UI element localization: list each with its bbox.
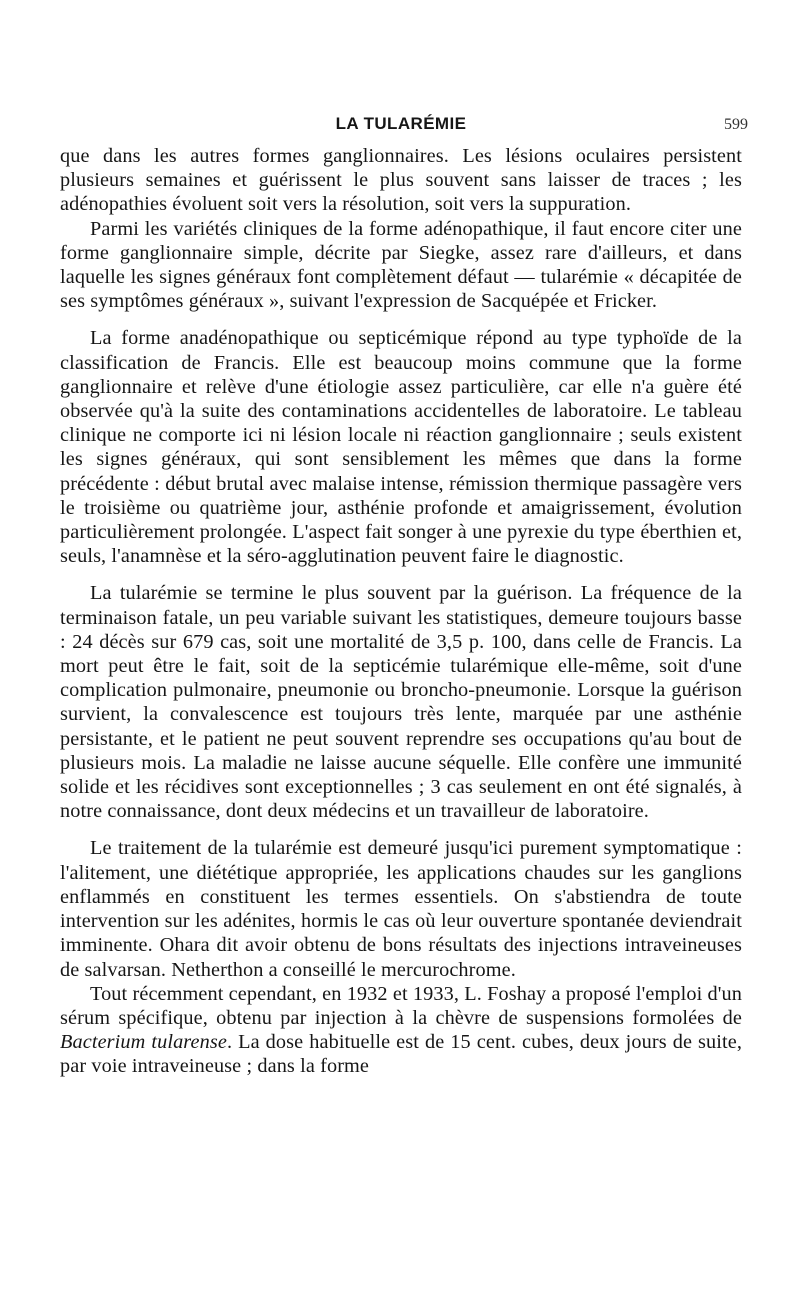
bacterium-name: Bacterium tularense (60, 1031, 227, 1054)
paragraph-septicemic-form: La forme anadénopathique ou septicémique répond au type typhoïde de la classification de Francis. Elle est beaucoup moins commune que la forme ganglionnaire et relève d'une étiologie assez particulière, car elle n'a guère été observée qu'à la suite des contaminations accidentelles de laboratoire. Le tableau clinique ne comporte ici ni lésion locale ni réaction ganglionnaire ; seuls existent les signes généraux, qui sont sensiblement les mêmes que dans la forme précédente : début brutal avec malaise intense, rémission thermique passagère vers le troisième ou quatrième jour, asthénie profonde et amaigrissement, évolution particulièrement prolongée. L'aspect fait songer à une pyrexie du type éberthien et, seuls, l'anamnèse et la séro-agglutination peuvent faire le diagnostic. (60, 327, 742, 568)
running-header (60, 108, 748, 144)
paragraph-serum-therapy (60, 982, 742, 1079)
paragraph-adenopathic-variants: Parmi les variétés cliniques de la forme adénopathique, il faut encore citer une forme ganglionnaire simple, décrite par Siegke, assez rare d'ailleurs, et dans laquelle les signes généraux font complètement défaut — tularémie « décapitée de ses symptômes généraux », suivant l'expression de Sacquépée et Fricker. (60, 217, 742, 313)
paragraph-ocular-lesions: que dans les autres formes ganglionnaires. Les lésions oculaires persistent plusieurs semaines et guérissent le plus souvent sans laisser de traces ; les adénopathies évoluent soit vers la résolution, soit vers la suppuration. (60, 145, 742, 216)
book-page (60, 108, 748, 1079)
serum-text-after: . La dose habituelle est de 15 cent. cubes, deux jours de suite, par voie intraveineuse ; dans la forme (60, 1031, 742, 1078)
paragraph-prognosis: La tularémie se termine le plus souvent par la guérison. La fréquence de la terminaison fatale, un peu variable suivant les statistiques, demeure toujours basse : 24 décès sur 679 cas, soit une mortalité de 3,5 p. 100, dans celle de Francis. La mort peut être le fait, soit de la septicémie tularémique elle-même, soit d'une complication pulmonaire, pneumonie ou broncho-pneumonie. Lorsque la guérison survient, la convalescence est toujours très lente, marquée par une asthénie persistante, et le patient ne peut souvent reprendre ses occupations qu'au bout de plusieurs mois. La maladie ne laisse aucune séquelle. Elle confère une immunité solide et les récidives sont exceptionnelles ; 3 cas seulement en ont été signalés, à notre connaissance, dont deux médecins et un travailleur de laboratoire. (60, 582, 742, 823)
serum-text-before: Tout récemment cependant, en 1932 et 1933, L. Foshay a proposé l'emploi d'un sérum spécifique, obtenu par injection à la chèvre de suspensions formolées de (60, 982, 742, 1029)
body-text (60, 144, 742, 1079)
running-title: LA TULARÉMIE (335, 114, 467, 133)
paragraph-treatment: Le traitement de la tularémie est demeuré jusqu'ici purement symptomatique : l'alitement, une diététique appropriée, les applications chaudes sur les ganglions enflammés en constituent les termes essentiels. On s'abstiendra de toute intervention sur les adénites, hormis le cas où leur ouverture spontanée deviendrait imminente. Ohara dit avoir obtenu de bons résultats des injections intraveineuses de salvarsan. Netherthon a conseillé le mercurochrome. (60, 837, 742, 981)
page-number: 599 (724, 116, 748, 133)
